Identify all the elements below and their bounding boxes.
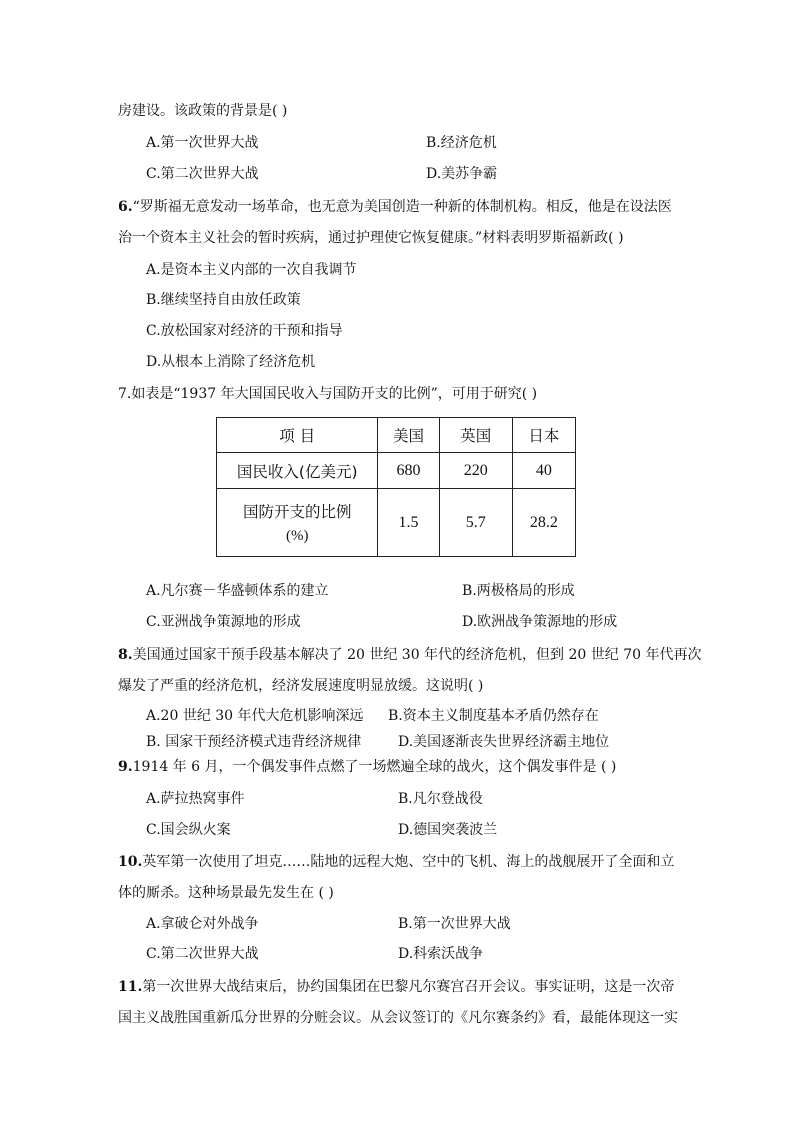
q7-option-a: A.凡尔赛－华盛顿体系的建立	[146, 583, 329, 599]
table-cell: 5.7	[439, 489, 512, 557]
defense-ratio-unit: (%)	[285, 528, 309, 544]
q5-option-a: A.第一次世界大战	[146, 135, 259, 151]
q8-option-c: B. 国家干预经济模式违背经济规律	[146, 734, 362, 750]
q5-stem-tail: 房建设。该政策的背景是( )	[118, 103, 288, 119]
table-row	[217, 489, 576, 557]
table-header-usa: 美国	[378, 418, 439, 453]
table-row-label-income: 国民收入(亿美元)	[217, 453, 378, 489]
q8-number: 8.	[118, 647, 133, 663]
q9-number: 9.	[118, 759, 133, 775]
table-header-row	[217, 418, 576, 453]
q9-option-d: D.德国突袭波兰	[398, 822, 498, 838]
table-header-uk: 英国	[439, 418, 512, 453]
q9-stem-text: 1914 年 6 月，一个偶发事件点燃了一场燃遍全球的战火，这个偶发事件是 ( )	[132, 759, 617, 775]
q5-option-b: B.经济危机	[426, 135, 497, 151]
q8-stem-line1	[118, 645, 701, 665]
q10-option-b: B.第一次世界大战	[398, 916, 511, 932]
q11-stem-line1	[118, 977, 674, 997]
q10-option-a: A.拿破仑对外战争	[146, 916, 259, 932]
q8-option-b: B.资本主义制度基本矛盾仍然存在	[388, 708, 599, 724]
q8-option-a: A.20 世纪 30 年代大危机影响深远	[146, 708, 364, 724]
q8-stem-text: 美国通过国家干预手段基本解决了 20 世纪 30 年代的经济危机，但到 20 世纪 70 年代再次	[132, 647, 702, 663]
table-cell: 1.5	[378, 489, 439, 557]
q10-stem-text: 英军第一次使用了坦克……陆地的远程大炮、空中的飞机、海上的战舰展开了全面和立	[142, 854, 675, 870]
table-cell: 28.2	[512, 489, 575, 557]
table-row-label-defense	[217, 489, 378, 557]
q6-stem-line1	[118, 197, 672, 217]
q7-option-b: B.两极格局的形成	[462, 583, 575, 599]
q9-option-c: C.国会纵火案	[146, 822, 231, 838]
table-cell: 220	[439, 453, 512, 489]
q7-data-table	[216, 417, 576, 557]
q6-number: 6.	[118, 199, 133, 215]
table-header-japan: 日本	[512, 418, 575, 453]
q9-option-a: A.萨拉热窝事件	[146, 791, 245, 807]
q5-option-d: D.美苏争霸	[426, 166, 498, 182]
table-header-item: 项 目	[217, 418, 378, 453]
q7-stem-line1: 7.如表是“1937 年大国国民收入与国防开支的比例”，可用于研究( )	[118, 386, 538, 402]
q11-stem-line2: 国主义战胜国重新瓜分世界的分赃会议。从会议签订的《凡尔赛条约》看，最能体现这一实	[118, 1010, 678, 1026]
q11-stem-text: 第一次世界大战结束后，协约国集团在巴黎凡尔赛宫召开会议。事实证明，这是一次帝	[142, 979, 675, 995]
q10-stem-line1	[118, 852, 674, 872]
q6-option-d: D.从根本上消除了经济危机	[146, 354, 316, 370]
q8-stem-line2: 爆发了严重的经济危机，经济发展速度明显放缓。这说明( )	[118, 678, 484, 694]
q10-option-c: C.第二次世界大战	[146, 946, 259, 962]
q9-option-b: B.凡尔登战役	[398, 791, 483, 807]
q10-number: 10.	[118, 854, 143, 870]
q6-option-a: A.是资本主义内部的一次自我调节	[146, 262, 357, 278]
q9-stem-line1	[118, 757, 616, 777]
q7-option-d: D.欧洲战争策源地的形成	[462, 614, 618, 630]
q6-option-b: B.继续坚持自由放任政策	[146, 292, 301, 308]
table-row	[217, 453, 576, 489]
q8-option-d: D.美国逐渐丧失世界经济霸主地位	[398, 734, 610, 750]
q11-number: 11.	[118, 979, 143, 995]
defense-ratio-label: 国防开支的比例	[242, 503, 352, 521]
q10-option-d: D.科索沃战争	[398, 946, 484, 962]
table-cell: 680	[378, 453, 439, 489]
q6-stem-text: “罗斯福无意发动一场革命，也无意为美国创造一种新的体制机构。相反，他是在设法医	[132, 199, 672, 215]
table-cell: 40	[512, 453, 575, 489]
q6-stem-line2: 治一个资本主义社会的暂时疾病，通过护理使它恢复健康。”材料表明罗斯福新政( )	[118, 230, 624, 246]
q10-stem-line2: 体的厮杀。这种场景最先发生在 ( )	[118, 885, 334, 901]
q6-option-c: C.放松国家对经济的干预和指导	[146, 323, 343, 339]
q5-option-c: C.第二次世界大战	[146, 166, 259, 182]
q7-option-c: C.亚洲战争策源地的形成	[146, 614, 301, 630]
